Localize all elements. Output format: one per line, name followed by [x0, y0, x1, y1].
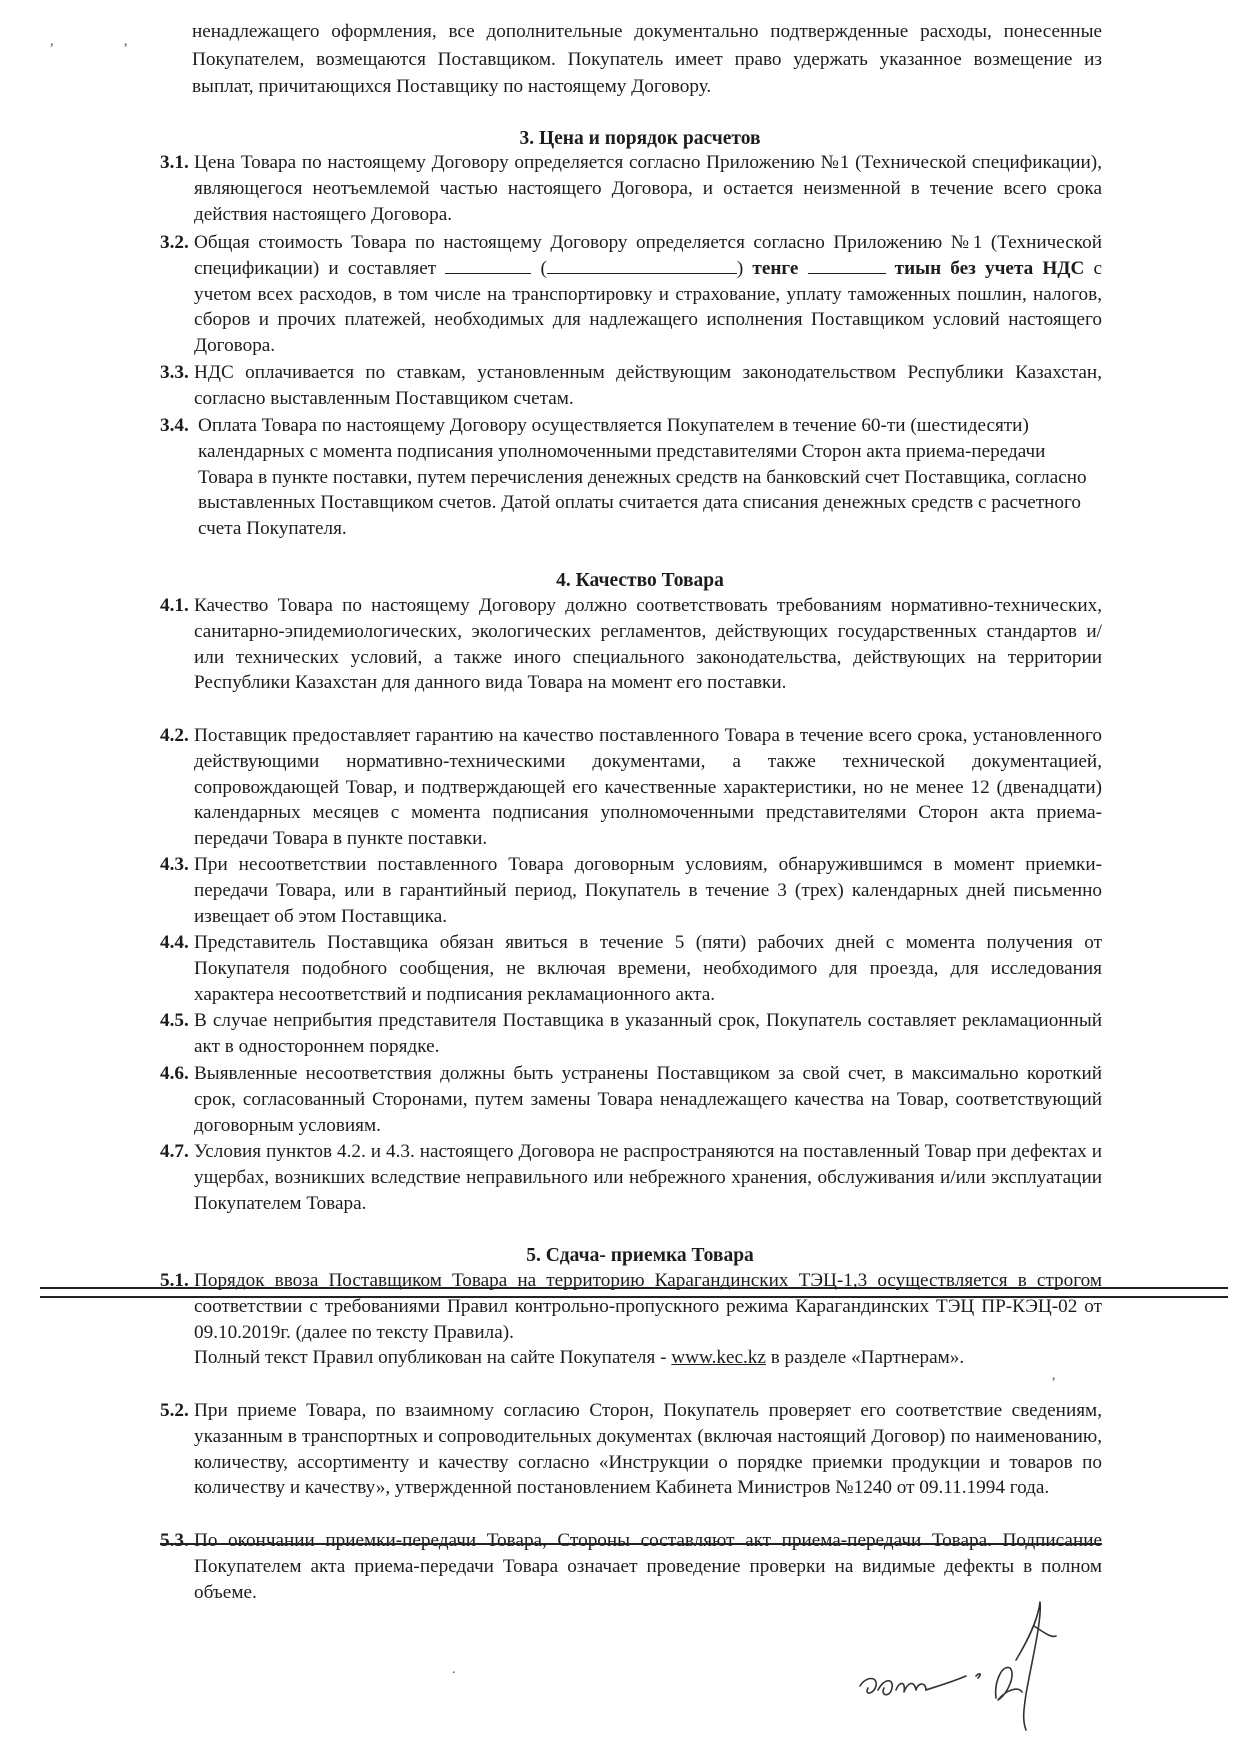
clause-number: 3.4.	[160, 415, 189, 436]
clause-3-1	[160, 150, 1102, 227]
currency-label: тенге	[752, 257, 799, 279]
clause-4-3	[160, 852, 1102, 929]
clause-number: 4.1.	[160, 595, 189, 616]
clause-text-part: Полный текст Правил опубликован на сайте Покупателя -	[194, 1347, 667, 1369]
scan-dot: ,	[1052, 1368, 1056, 1383]
clause-number: 4.2.	[160, 725, 189, 746]
handwritten-signature	[856, 1590, 1086, 1740]
clause-text: В случае неприбытия представителя Поставщика в указанный срок, Покупатель составляет рекламационный акт в одностороннем порядке.	[194, 1010, 1102, 1057]
section-3-heading: 3. Цена и порядок расчетов	[519, 128, 761, 149]
clause-3-2	[160, 230, 1102, 359]
clause-text: Цена Товара по настоящему Договору определяется согласно Приложению №1 (Технической спецификации), являющегося неотъемлемой частью настоящего Договора, и остается неизменной в течение всего срока действия настоящего Договора.	[194, 152, 1102, 225]
clause-number: 4.6.	[160, 1063, 189, 1084]
clause-paragraph: Порядок ввоза Поставщиком Товара на территорию Карагандинских ТЭЦ-1,3 осуществляется в строгом соответствии с требованиями Правил контрольно-пропускного режима Карагандинских ТЭЦ ПР-КЭЦ-02 от 09.10.2019г. (далее по тексту Правила).	[194, 1270, 1102, 1343]
scan-dot: .	[452, 1662, 456, 1677]
clause-number: 4.3.	[160, 854, 189, 875]
clause-text: НДС оплачивается по ставкам, установленным действующим законодательством Республики Казахстан, согласно выставленным Поставщиком счетам.	[194, 362, 1102, 409]
strikethrough-line	[160, 1543, 1102, 1545]
intro-paragraph: ненадлежащего оформления, все дополнительные документально подтвержденные расходы, понесенные Покупателем, возмещаются Поставщиком. Покупатель имеет право удержать указанное возмещение из выплат, причитающихся Поставщику по настоящему Договору.	[192, 21, 1102, 97]
clause-text: Поставщик предоставляет гарантию на качество поставленного Товара в течение всего срока, установленного действующими нормативно-техническими документами, а также технической документацией, сопровождающей Товар, и подтверждающей его качественные характеристики, но не менее 12 (двенадцати) календарных месяцев с момента подписания уполномоченными представителями Сторон акта приема-передачи Товара в пункте поставки.	[194, 725, 1102, 850]
clause-5-2	[160, 1398, 1102, 1501]
clause-number: 4.4.	[160, 932, 189, 953]
clause-text: Выявленные несоответствия должны быть устранены Поставщиком за свой счет, в максимально короткий срок, согласованный Сторонами, путем замены Товара ненадлежащего качества на Товар, соответствующий договорным условиям.	[194, 1063, 1102, 1136]
clause-number: 3.1.	[160, 152, 189, 173]
clause-5-1	[160, 1268, 1102, 1371]
price-words-blank-field[interactable]	[547, 256, 737, 274]
clause-text: Общая стоимость Товара по настоящему Договору определяется согласно Приложению №1 (Технической спецификации) и составляет ( ) тенге тиын без учета НДС с учетом всех расходов, в том числе на транспортировку и страхование, уплату таможенных пошлин, налогов, сборов и прочих платежей, необходимых для надлежащего исполнения Поставщиком условий настоящего Договора.	[194, 232, 1102, 357]
clause-text: Качество Товара по настоящему Договору должно соответствовать требованиям нормативно-технических, санитарно-эпидемиологических, экологических регламентов, действующих государственных стандартов и/или технических условий, а также иного специального законодательства, действующих на территории Республики Казахстан для данного вида Товара на момент его поставки.	[194, 595, 1102, 694]
strikethrough-line	[40, 1287, 1228, 1289]
clause-4-1	[160, 593, 1102, 696]
strikethrough-line	[40, 1296, 1228, 1298]
clause-3-3	[160, 360, 1102, 412]
clause-4-7	[160, 1139, 1102, 1216]
clause-number: 3.3.	[160, 362, 189, 383]
clause-text: Оплата Товара по настоящему Договору осуществляется Покупателем в течение 60-ти (шестидесяти) календарных с момента подписания уполномоченными представителями Сторон акта приема-передачи Товара в пункте поставки, путем перечисления денежных средств на банковский счет Поставщика, согласно выставленных Поставщиком счетов. Датой оплаты считается дата списания денежных средств с расчетного счета Покупателя.	[198, 415, 1087, 540]
clause-4-2	[160, 723, 1102, 852]
clause-text: При приеме Товара, по взаимному согласию Сторон, Покупатель проверяет его соответствие сведениям, указанным в транспортных и сопроводительных документах (включая настоящий Договор) по наименованию, количеству, ассортименту и качеству согласно «Инструкции о порядке приемки продукции и товаров по количеству и качеству», утвержденной постановлением Кабинета Министров №1240 от 09.11.1994 года.	[194, 1400, 1102, 1499]
section-5-heading: 5. Сдача- приемка Товара	[526, 1245, 754, 1266]
clause-text-part: с учетом всех расходов, в том числе на транспортировку и страхование, уплату таможенных пошлин, налогов, сборов и прочих платежей, необходимых для надлежащего исполнения Поставщиком условий настоящего Договора.	[194, 257, 1102, 357]
clause-4-5	[160, 1008, 1102, 1060]
website-link[interactable]: www.kec.kz	[671, 1347, 766, 1369]
clause-text: При несоответствии поставленного Товара договорным условиям, обнаружившимся в момент приемки-передачи Товара, или в гарантийный период, Покупатель в течение 3 (трех) календарных дней письменно извещает об этом Поставщика.	[194, 854, 1102, 927]
clause-3-4	[160, 413, 1102, 542]
clause-number: 4.7.	[160, 1141, 189, 1162]
clause-4-4	[160, 930, 1102, 1007]
clause-text: Представитель Поставщика обязан явиться в течение 5 (пяти) рабочих дней с момента получения от Покупателя подобного сообщения, не включая времени, необходимого для проезда, для исследования характера несоответствий и подписания рекламационного акта.	[194, 932, 1102, 1005]
clause-paragraph	[194, 1345, 1102, 1371]
clause-text-part: в разделе «Партнерам».	[770, 1347, 965, 1369]
tiyn-blank-field[interactable]	[808, 256, 886, 274]
clause-number: 5.2.	[160, 1400, 189, 1421]
clause-number: 4.5.	[160, 1010, 189, 1031]
clause-number: 5.3.	[160, 1530, 189, 1551]
clause-text: По окончании приемки-передачи Товара, Стороны составляют акт приема-передачи Товара. Подписание Покупателем акта приема-передачи Товара означает проведение проверки на видимые дефекты в полном объеме.	[194, 1530, 1102, 1603]
clause-text	[194, 1268, 1102, 1371]
price-blank-field[interactable]	[445, 256, 531, 274]
clause-text-part: Общая стоимость Товара по настоящему Договору определяется согласно Приложению №1 (Технической спецификации) и составляет	[194, 232, 1102, 279]
clause-4-6	[160, 1061, 1102, 1138]
clause-number: 3.2.	[160, 232, 189, 253]
scan-dot: ,	[50, 34, 54, 49]
clause-number: 5.1.	[160, 1270, 189, 1291]
scan-dot: ,	[124, 34, 128, 49]
clause-text: Условия пунктов 4.2. и 4.3. настоящего Договора не распространяются на поставленный Товар при дефектах и ущербах, возникших вследствие неправильного или небрежного хранения, обслуживания и/или эксплуатации Покупателем Товара.	[194, 1141, 1102, 1214]
section-4-heading: 4. Качество Товара	[556, 570, 724, 591]
vat-note: тиын без учета НДС	[894, 257, 1085, 279]
